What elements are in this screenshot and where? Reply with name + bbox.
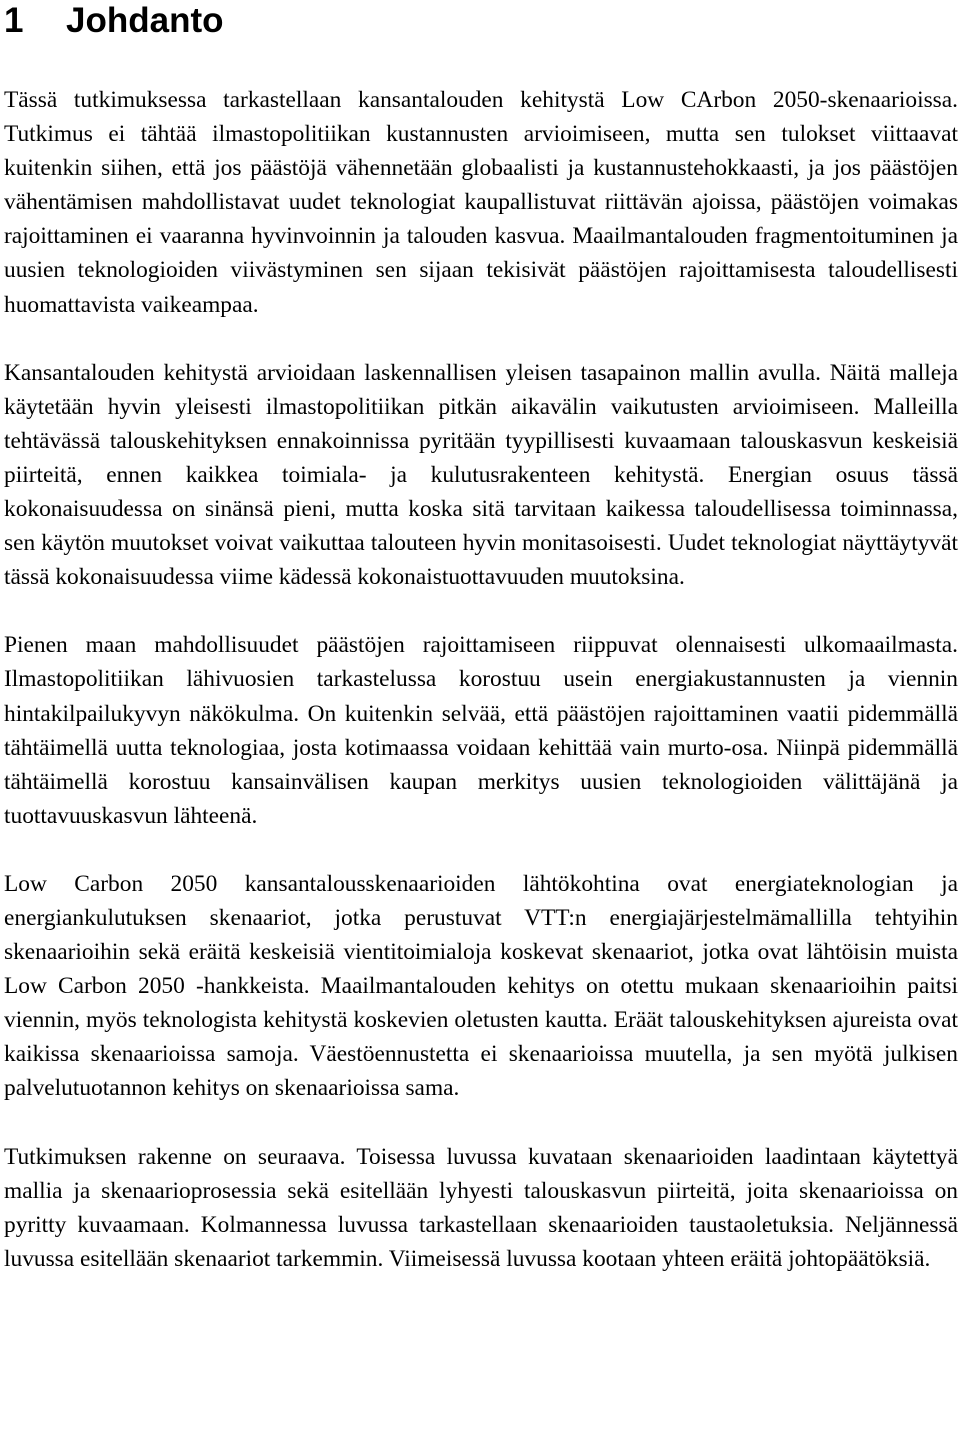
section-title: Johdanto — [66, 1, 224, 40]
paragraph-model: Kansantalouden kehitystä arvioidaan laskennallisen yleisen tasapainon mallin avulla. Näitä malleja käytetään hyvin yleisesti ilmastopolitiikan pitkän aikavälin vaikutusten arvioimiseen. Malleilla tehtävässä talouskehityksen ennakoinnissa pyritään tyypillisesti kuvaamaan talouskasvun keskeisiä piirteitä, ennen kaikkea toimiala- ja kulutusrakenteen kehitystä. Energian osuus tässä kokonaisuudessa on sinänsä pieni, mutta koska sitä tarvitaan kaikessa taloudellisessa toiminnassa, sen käytön muutokset voivat vaikuttaa talouteen hyvin monitasoisesti. Uudet teknologiat näyttäytyvät tässä kokonaisuudessa viime kädessä kokonaistuottavuuden muutoksina. — [4, 359, 958, 591]
section-number: 1 — [4, 1, 24, 40]
paragraph-scenarios: Low Carbon 2050 kansantalousskenaarioiden lähtökohtina ovat energiateknologian ja energiankulutuksen skenaariot, jotka perustuvat VTT:n energiajärjestelmämallilla tehtyihin skenaarioihin sekä eräitä keskeisiä vientitoimialoja koskevat skenaariot, jotka ovat lähtöisin muista Low Carbon 2050 -hankkeista. Maailmantalouden kehitys on otettu mukaan skenaarioihin paitsi viennin, myös teknologista kehitystä koskevien oletusten kautta. Eräät talouskehityksen ajureista ovat kaikissa skenaarioissa samoja. Väestöennustetta ei skenaarioissa muutella, ja sen myötä julkisen palvelutuotannon kehitys on skenaarioissa sama. — [4, 870, 958, 1102]
paragraph-small-country: Pienen maan mahdollisuudet päästöjen rajoittamiseen riippuvat olennaisesti ulkomaailmasta. Ilmastopolitiikan lähivuosien tarkastelussa korostuu usein energiakustannusten ja viennin hintakilpailukyvyn näkökulma. On kuitenkin selvää, että päästöjen rajoittaminen vaatii pidemmällä tähtäimellä uutta teknologiaa, josta kotimaassa voidaan kehittää vain murto-osa. Niinpä pidemmällä tähtäimellä korostuu kansainvälisen kaupan merkitys uusien teknologioiden välittäjänä ja tuottavuuskasvun lähteenä. — [4, 632, 958, 829]
document-page — [4, 0, 958, 1276]
paragraph-intro: Tässä tutkimuksessa tarkastellaan kansantalouden kehitystä Low CArbon 2050-skenaarioissa. Tutkimus ei tähtää ilmastopolitiikan kustannusten arvioimiseen, mutta sen tulokset viittaavat kuitenkin siihen, että jos päästöjä vähennetään globaalisti ja kustannustehokkaasti, ja jos päästöjen vähentämisen mahdollistavat uudet teknologiat kaupallistuvat riittävän ajoissa, päästöjen voimakas rajoittaminen ei vaaranna hyvinvoinnin ja talouden kasvua. Maailmantalouden fragmentoituminen ja uusien teknologioiden viivästyminen sen sijaan tekisivät päästöjen rajoittamisesta taloudellisesti huomattavista vaikeampaa. — [4, 87, 958, 318]
section-heading — [4, 0, 958, 46]
paragraph-structure: Tutkimuksen rakenne on seuraava. Toisessa luvussa kuvataan skenaarioiden laadintaan käytettyä mallia ja skenaarioprosessia sekä esitellään lyhyesti talouskasvun piirteitä, joita skenaarioissa on pyritty kuvaamaan. Kolmannessa luvussa tarkastellaan skenaarioiden taustaoletuksia. Neljännessä luvussa esitellään skenaariot tarkemmin. Viimeisessä luvussa kootaan yhteen eräitä johtopäätöksiä. — [4, 1143, 958, 1272]
